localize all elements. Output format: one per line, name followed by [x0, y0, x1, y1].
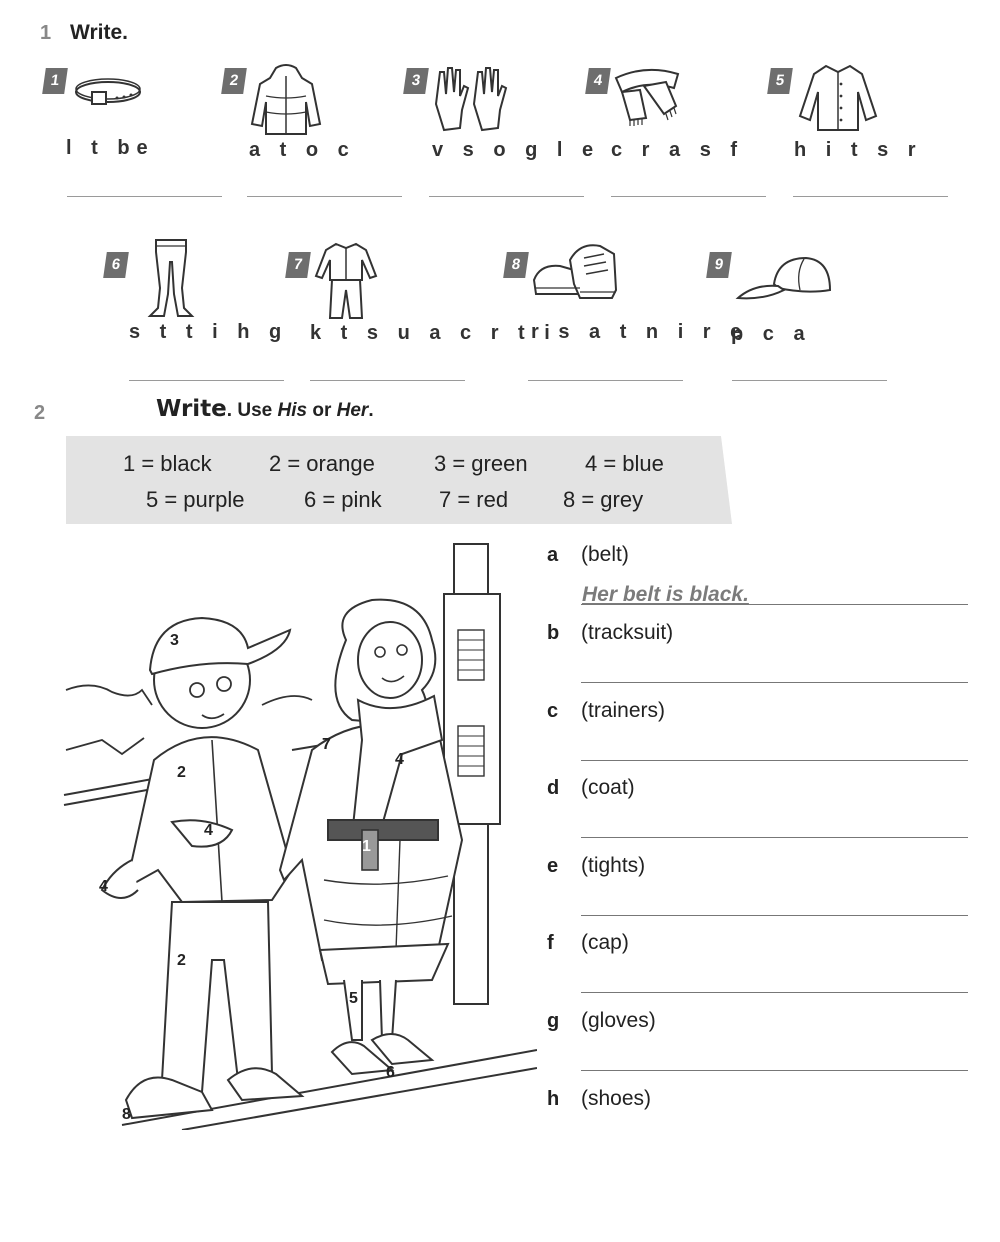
question-prompt: (tracksuit) — [581, 621, 674, 644]
answer-line[interactable] — [129, 380, 284, 381]
item-number-badge: 5 — [767, 68, 793, 94]
question-prompt: (tights) — [581, 854, 646, 877]
question-letter: c — [547, 700, 559, 722]
answer-line[interactable] — [581, 837, 968, 838]
picture-label: 4 — [99, 878, 108, 895]
question-prompt: (gloves) — [581, 1009, 656, 1032]
cap-icon — [734, 254, 834, 304]
answer-line[interactable] — [247, 196, 402, 197]
answer-line[interactable] — [429, 196, 584, 197]
scrambled-word: a t o c — [249, 139, 356, 161]
item-number-badge: 4 — [585, 68, 611, 94]
children-illustration — [62, 540, 537, 1135]
question-prompt: (coat) — [581, 776, 635, 799]
gloves-icon — [430, 64, 510, 134]
question-letter: a — [547, 544, 559, 566]
question-letter: h — [547, 1088, 560, 1110]
item-number-badge: 9 — [706, 252, 732, 278]
colour-key-item: 8 = grey — [563, 487, 644, 512]
section-1-number: 1 — [40, 22, 52, 44]
write-heading: Write — [156, 396, 227, 422]
colour-key-item: 6 = pink — [304, 487, 382, 512]
answer-line[interactable] — [581, 604, 968, 605]
picture-label: 1 — [362, 838, 371, 855]
picture-label: 2 — [177, 764, 186, 781]
scrambled-word: s t t i h g — [129, 321, 289, 343]
item-number-badge: 1 — [42, 68, 68, 94]
answer-line[interactable] — [310, 380, 465, 381]
scarf-icon — [610, 64, 685, 130]
answer-line[interactable] — [581, 992, 968, 993]
tights-icon — [146, 238, 196, 320]
answer-line[interactable] — [581, 1070, 968, 1071]
answer-line[interactable] — [611, 196, 766, 197]
picture-label: 3 — [170, 632, 179, 649]
shirt-icon — [796, 60, 880, 132]
item-number-badge: 6 — [103, 252, 129, 278]
section-1-title: Write. — [70, 21, 128, 44]
picture-label: 7 — [322, 736, 331, 753]
picture-label: 4 — [204, 822, 213, 839]
scrambled-word: p c a — [731, 323, 812, 345]
item-number-badge: 7 — [285, 252, 311, 278]
picture-label: 6 — [386, 1064, 395, 1081]
question-prompt: (trainers) — [581, 699, 666, 722]
coat-icon — [246, 62, 326, 137]
question-letter: e — [547, 855, 559, 877]
item-number-badge: 8 — [503, 252, 529, 278]
question-letter: f — [547, 932, 554, 954]
item-number-badge: 3 — [403, 68, 429, 94]
question-prompt: (belt) — [581, 543, 629, 566]
scrambled-word: r s a t n i r e — [531, 321, 749, 343]
scrambled-word: h i t s r — [794, 139, 923, 161]
scrambled-word: v s o g l e — [432, 139, 601, 161]
example-answer: Her belt is black. — [582, 583, 749, 606]
section-2-number: 2 — [34, 402, 46, 424]
question-letter: d — [547, 777, 560, 799]
answer-line[interactable] — [793, 196, 948, 197]
picture-label: 8 — [122, 1106, 131, 1123]
trainers-icon — [530, 240, 620, 304]
colour-key-item: 1 = black — [123, 451, 212, 476]
answer-line[interactable] — [581, 915, 968, 916]
picture-label: 5 — [349, 990, 358, 1007]
colour-key-item: 7 = red — [439, 487, 509, 512]
colour-key-item: 5 = purple — [146, 487, 245, 512]
colour-key-item: 4 = blue — [585, 451, 664, 476]
answer-line[interactable] — [67, 196, 222, 197]
question-letter: b — [547, 622, 560, 644]
item-number-badge: 2 — [221, 68, 247, 94]
answer-line[interactable] — [581, 682, 968, 683]
answer-line[interactable] — [528, 380, 683, 381]
section-2-title: Write. Use His or Her. — [156, 396, 374, 422]
tracksuit-icon — [314, 240, 378, 320]
scrambled-word: c r a s f — [611, 139, 745, 161]
scrambled-word: l t be — [66, 137, 155, 159]
colour-key-item: 2 = orange — [269, 451, 375, 476]
belt-icon — [72, 72, 142, 112]
picture-label: 4 — [395, 751, 404, 768]
question-prompt: (cap) — [581, 931, 629, 954]
answer-line[interactable] — [581, 760, 968, 761]
picture-label: 2 — [177, 952, 186, 969]
colour-key-item: 3 = green — [434, 451, 528, 476]
question-prompt: (shoes) — [581, 1087, 652, 1110]
scrambled-word: k t s u a c r t i — [310, 322, 557, 344]
question-letter: g — [547, 1010, 560, 1032]
answer-line[interactable] — [732, 380, 887, 381]
